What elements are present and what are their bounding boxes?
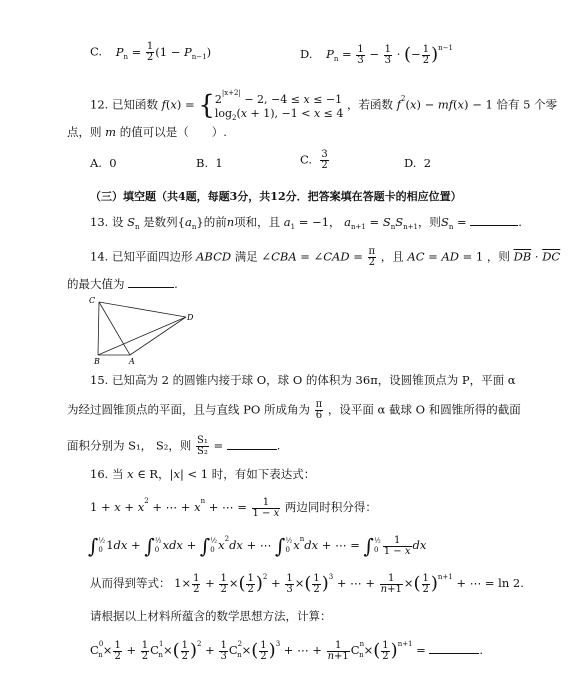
q15-line-1: 15. 已知高为 2 的圆锥内接于球 O，球 O 的体积为 36π，设圆锥顶点为 P，平面 α <box>90 373 516 387</box>
q12-piecewise: $2^{|x+2|} - 2$, −4 ≤ x ≤ −1 $\log_2(x + 1)$, −1 < x ≤ 4 <box>214 89 344 122</box>
edge-cb <box>98 302 99 355</box>
q14-answer-blank[interactable] <box>128 276 174 288</box>
q15-answer-blank[interactable] <box>227 438 277 450</box>
q14-line-2: 的最大值为 . <box>67 277 178 291</box>
q13-answer-blank[interactable] <box>470 214 518 226</box>
q11-option-d-formula: $P_n$ = $\frac{1}{3}$ − $\frac{1}{3}$ · (− $\frac{1}{2}$ )$^{n-1}$ <box>326 43 453 66</box>
edge-ad <box>130 317 186 355</box>
q16-answer-blank[interactable] <box>429 642 479 654</box>
q14-line-1: 14. 已知平面四边形 ABCD 满足 ∠CBA = ∠CAD = $\frac{\pi}{2}$ ，且 AC = AD = 1 ，则 $\overline{DB} \cdot \overline{DC}$ <box>90 246 561 268</box>
edge-cd <box>99 302 186 317</box>
q16-series: $1 + x + x^2$ + ⋯ + $x^n$ + ⋯ = $\frac{1}{1 - x}$ 两边同时积分得： <box>90 496 377 519</box>
q16-integral-equation: ∫ ½ 0 1dx + ∫ ½ 0 xdx + ∫ ½ 0 $x^2dx$ + ⋯ ∫ ½ 0 $x^ndx$ + ⋯ = ∫ ½ 0 $\frac{1}{1 - x}$ dx <box>88 534 427 558</box>
q11-option-c-formula: $P_n$ = $\frac{1}{2}$ $(1 - P_{n-1})$ <box>115 41 212 63</box>
label-a: A <box>129 357 135 366</box>
label-b: B <box>94 357 100 366</box>
q12-stem-line-1: 12. 已知函数 f(x) = { $2^{|x+2|} - 2$, −4 ≤ x ≤ −1 $\log_2(x + 1)$, −1 < x ≤ 4 ，若函数 $f^2(x) - mf(x) - 1$ 恰有 5 个零 <box>90 86 557 125</box>
q16-target-expression: $C^0_n\times$ $\frac{1}{2}$ + $\frac{1}{2}$ $C^1_n\times$( $\frac{1}{2}$ )$^2$ + $\frac{1}{3}$ $C^2_n\times$( $\frac{1}{2}$ )$^3$ + ⋯ + $\frac{1}{n+1}$ $C^n_n\times$( $\frac{1}{2}$ )$^{n+1}$ = . <box>90 639 484 662</box>
q12-option-b: B. 1 <box>196 156 223 170</box>
q15-line-2: 为经过圆锥顶点的平面，且与直线 PO 所成角为 $\frac{\pi}{6}$ ，设平面 α 截球 O 和圆锥所得的截面 <box>67 399 521 421</box>
q15-line-3: 面积分别为 S₁， S₂，则 $\frac{\text{S₁}}{\text{S₂}}$ = . <box>67 435 281 457</box>
label-c: C <box>89 296 96 305</box>
q11-option-c: C. $P_n$ = $\frac{1}{2}$ $(1 - P_{n-1})$ <box>90 41 212 63</box>
q11-option-d: D. $P_n$ = $\frac{1}{3}$ − $\frac{1}{3}$ · (− $\frac{1}{2}$ )$^{n-1}$ <box>300 43 453 66</box>
q13: 13. 设 $S_n$ 是数列$\{a_n\}$的前n项和，且 $a_1 = -1$， $a_{n+1} = S_nS_{n+1}$，则$S_n$ = . <box>90 215 522 231</box>
q12-option-a: A. 0 <box>90 156 117 170</box>
edge-ca <box>99 302 130 355</box>
q16-line-1: 16. 当 x ∈ R，|x| < 1 时，有如下表达式： <box>90 467 316 481</box>
label-d: D <box>187 313 194 322</box>
section-heading: （三）填空题（共4题，每题3分，共12分．把答案填在答题卡的相应位置） <box>90 190 462 203</box>
q16-derived-equation: 从而得到等式： 1× $\frac{1}{2}$ + $\frac{1}{2}$ ×( $\frac{1}{2}$ )$^2$ + $\frac{1}{3}$ ×( $\frac{1}{2}$ )$^3$ + ⋯ + $\frac{1}{n+1}$ ×( $\frac{1}{2}$ )$^{n+1}$ + ⋯ = ln 2. <box>90 572 524 595</box>
q12-option-d: D. 2 <box>404 156 432 170</box>
q12-stem-line-2: 点，则 m 的值可以是（ ）. <box>67 125 227 139</box>
q14-quadrilateral-figure <box>86 294 196 366</box>
q12-option-c: C. $\frac{3}{2}$ <box>300 149 328 171</box>
q16-instruction: 请根据以上材料所蕴含的数学思想方法，计算： <box>90 609 332 623</box>
